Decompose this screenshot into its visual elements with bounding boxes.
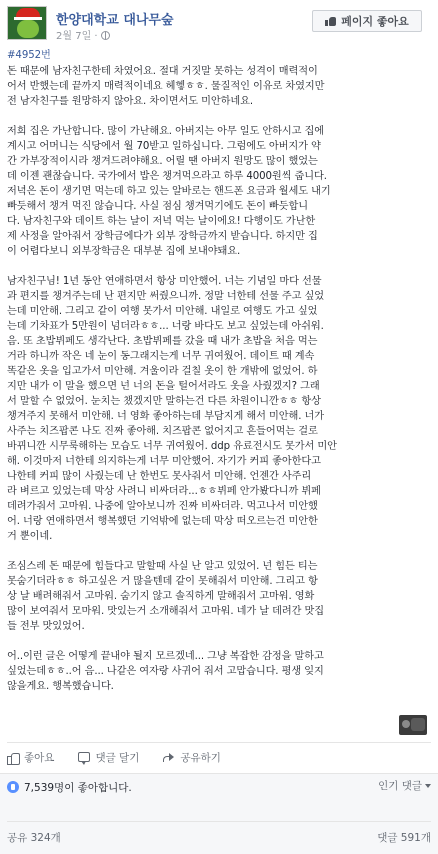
post-text-line: 못숨기더라ㅎㅎ 하고싶은 거 많을텐데 같이 못해줘서 미안해. 그리고 항 <box>7 576 318 587</box>
paragraph-break <box>7 544 435 559</box>
action-bar <box>7 746 431 768</box>
post-text-line: 제 사정을 알아줘서 장학금에다가 외부 장학금까지 받습니다. 하지만 집 <box>7 231 318 242</box>
like-page-label: 페이지 좋아요 <box>341 15 409 28</box>
post-body <box>7 48 435 694</box>
post-text-line: 저녁은 돈이 생기면 먹는데 하고 있는 알바로는 핸드폰 요금과 월세도 내기 <box>7 186 331 197</box>
comment-icon <box>78 752 90 762</box>
post-text-line: 서 말할 수 없었어. 눈치는 챘겠지만 말하는건 다른 차원이니깐ㅎㅎ 항상 <box>7 396 321 407</box>
post-text-line: 어서 반했는데 끝까지 매력적이네요 헤헿ㅎㅎ. 물질적인 이유로 차였지만 <box>7 81 325 92</box>
post-timestamp[interactable] <box>56 27 110 42</box>
post-text-line: 어. 너랑 연애하면서 행복했던 기억밖에 없는데 막상 떠오르는건 미안한 <box>7 516 318 527</box>
post-text-line: 거라 하니까 작은 네 눈이 동그래지는게 너무 귀여웠어. 데이트 때 계속 <box>7 351 315 362</box>
post-text-line: 간 가부장적이시라 챙겨드려야해요. 어릴 땐 아버지 원망도 많이 했었는 <box>7 156 318 167</box>
post-text-line: 과 편지를 챙겨주는데 난 편지만 써줬으니까. 정말 너한테 선물 주고 싶었 <box>7 291 325 302</box>
post-text-line: 어..이런 글은 어떻게 끝내야 될지 모르겠네... 그냥 복잡한 감정을 말하고 <box>7 651 324 662</box>
post-header <box>0 0 438 42</box>
paragraph-break <box>7 634 435 649</box>
post-text-line: 상 날 배려해줘서 고마워. 숨기지 않고 솔직하게 말해줘서 고마워. 영화 <box>7 591 315 602</box>
post-time-text: 2월 7일 · <box>56 31 98 42</box>
post-text-line: 조심스레 돈 때문에 힘들다고 말할때 사실 난 알고 있었어. 넌 힘든 티는 <box>7 561 318 572</box>
like-label: 좋아요 <box>24 751 55 764</box>
divider <box>7 821 431 822</box>
comment-button[interactable] <box>78 750 139 765</box>
post-text-line: 데 이젠 괜찮습니다. 국가에서 밥은 챙겨먹으라고 하루 4000원씩 줍니다. <box>7 171 327 182</box>
comment-label: 댓글 달기 <box>95 751 140 764</box>
page-name-link[interactable]: 한양대학교 대나무숲 <box>56 13 174 28</box>
thumbs-up-icon <box>7 752 19 763</box>
page-avatar[interactable] <box>7 6 47 40</box>
post-text-line: 거 뿐이네. <box>7 531 53 542</box>
post-text-line: 는데 기차표가 5만원이 넘더라ㅎㅎ... 너랑 바다도 보고 싶었는데 아쉬워. <box>7 321 324 332</box>
like-page-button[interactable] <box>312 10 422 32</box>
post-text-line: 챙겨주지 못해서 미안해. 너 영화 좋아하는데 부담지게 해서 미안해. 너가 <box>7 411 325 422</box>
post-text-line: 음. 또 초밥뷔페도 생각난다. 초밥뷔페를 갔을 때 내가 초밥을 처음 먹는 <box>7 336 318 347</box>
like-reaction-icon <box>7 781 19 793</box>
post-text-line: 데려가줘서 고마워. 나중에 알아보니까 진짜 비싸더라. 먹고나서 미안했 <box>7 501 318 512</box>
post-text-line: 계시고 어머니는 식당에서 월 70받고 일하십니다. 그럼에도 아버지가 약 <box>7 141 321 152</box>
comments-count[interactable]: 댓글 591개 <box>377 831 431 844</box>
post-text-line: 돈 때문에 남자친구한테 차였어요. 절대 거짓말 못하는 성격이 매력적이 <box>7 66 318 77</box>
post-text-line: 바뀌니깐 시무룩해하는 모습도 너무 귀여웠어. ddp 유료전시도 못가서 미안 <box>7 441 337 452</box>
shares-count[interactable]: 공유 324개 <box>7 831 61 844</box>
post-text-line: 다. 남자친구와 데이트 하는 날이 저녁 먹는 날이에요! 다행이도 가난한 <box>7 216 316 227</box>
post-text-line: 빠듯해서 챙겨 먹진 않습니다. 사실 점심 챙겨먹기에도 돈이 빠듯합니 <box>7 201 308 212</box>
post-text <box>7 64 435 694</box>
share-label: 공유하기 <box>180 751 221 764</box>
post-text-line: 전 남자친구를 원망하지 않아요. 차이면서도 미안하네요. <box>7 96 254 107</box>
sort-label: 인기 댓글 <box>378 780 422 792</box>
share-icon <box>163 752 175 762</box>
globe-icon <box>101 31 110 40</box>
post-text-line: 사주는 치즈팝콘 나도 진짜 좋아해. 치즈팝콘 없어지고 흔들어먹는 걸로 <box>7 426 318 437</box>
post-text-line: 해. 이것마저 너한테 의지하는게 너무 미안했어. 자기가 커피 좋아한다고 <box>7 456 321 467</box>
post-text-line: 않을게요. 행복했습니다. <box>7 681 114 692</box>
post-text-line: 들 전부 맛있었어. <box>7 621 85 632</box>
post-text-line: 싶었는데ㅎㅎ..어 음... 나같은 여자랑 사귀어 줘서 고맙습니다. 평생 잊지 <box>7 666 324 677</box>
share-button[interactable] <box>163 750 221 765</box>
post-text-line: 나한테 커피 많이 사줬는데 난 한번도 못사줘서 미안해. 언젠간 사주리 <box>7 471 312 482</box>
comment-sort-select[interactable] <box>378 778 431 793</box>
post-text-line: 저희 집은 가난합니다. 많이 가난해요. 아버지는 아무 일도 안하시고 집에 <box>7 126 325 137</box>
likes-count-text: 7,539명이 좋아합니다. <box>24 781 132 794</box>
attached-photo-thumbnail[interactable] <box>399 715 427 735</box>
post-text-line: 는데 미안해. 그리고 같이 여행 못가서 미안해. 내일로 여행도 가고 싶었 <box>7 306 318 317</box>
post-text-line: 지만 내가 이 말을 했으면 넌 너의 돈을 털어서라도 옷을 사줬겠지? 그래 <box>7 381 320 392</box>
post-text-line: 라 벼르고 있었는데 막상 사려니 비싸더라...ㅎㅎ뷔페 안가봤다니까 뷔페 <box>7 486 321 497</box>
post-text-line: 똑같은 옷을 입고가서 미안해. 겨울이라 걸칠 옷이 한 개밖에 없었어. 하 <box>7 366 318 377</box>
post-text-line: 남자친구님! 1년 동안 연애하면서 항상 미안했어. 너는 기념일 마다 선물 <box>7 276 322 287</box>
post-text-line: 많이 보여줘서 모마워. 맛있는거 소개해줘서 고마워. 네가 날 데려간 맛집 <box>7 606 325 617</box>
divider <box>7 742 431 743</box>
stats-row <box>7 828 431 846</box>
post-text-line: 이 어렵다보니 외부장학금은 대부분 집에 보내야돼요. <box>7 246 241 257</box>
paragraph-break <box>7 259 435 274</box>
hashtag-link[interactable]: #4952번 <box>7 50 51 61</box>
likes-summary[interactable] <box>7 778 431 796</box>
chevron-down-icon <box>425 784 431 788</box>
paragraph-break <box>7 109 435 124</box>
like-button[interactable] <box>7 750 54 765</box>
thumbs-up-icon <box>325 16 336 26</box>
